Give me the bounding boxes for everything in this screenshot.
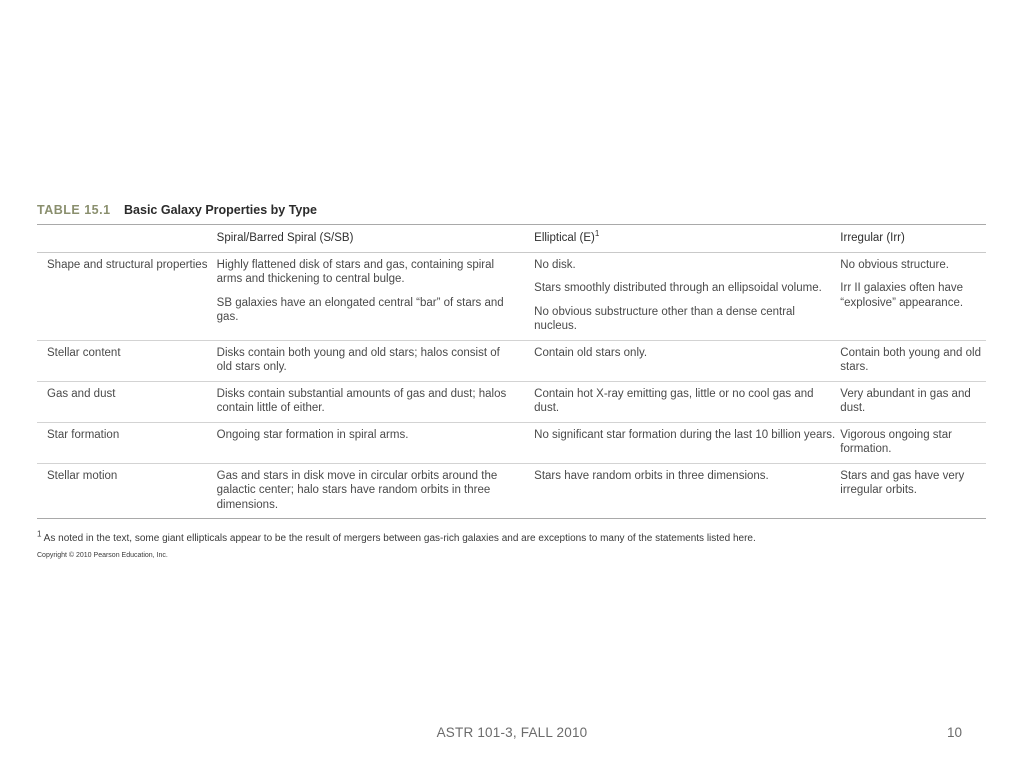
cell-elliptical-text: No obvious substructure other than a dense central nucleus. xyxy=(534,305,795,332)
galaxy-properties-table xyxy=(37,224,986,519)
slide-number: 10 xyxy=(946,725,962,740)
table-row xyxy=(37,381,986,422)
footnote-mark: 1 xyxy=(37,529,42,539)
header-footnote-mark: 1 xyxy=(594,229,600,239)
table-row xyxy=(37,252,986,340)
row-property-label: Star formation xyxy=(37,422,217,463)
cell-irregular xyxy=(840,340,986,381)
cell-irregular-text: Vigorous ongoing star formation. xyxy=(840,428,952,455)
cell-spiral xyxy=(217,381,535,422)
cell-spiral xyxy=(217,422,535,463)
row-property-label: Gas and dust xyxy=(37,381,217,422)
table-body xyxy=(37,252,986,519)
table-row xyxy=(37,463,986,519)
header-elliptical-text: Elliptical (E) xyxy=(534,232,595,244)
footnote-text: As noted in the text, some giant ellipticals appear to be the result of mergers between gas-rich galaxies and are exceptions to many of the statements listed here. xyxy=(41,533,756,544)
footnote xyxy=(37,529,756,544)
cell-elliptical-text: Contain hot X-ray emitting gas, little or no cool gas and dust. xyxy=(534,387,814,414)
cell-spiral-text: Highly flattened disk of stars and gas, containing spiral arms and thickening to central bulge. xyxy=(216,258,495,285)
table-caption: Basic Galaxy Properties by Type xyxy=(124,203,317,217)
copyright-notice: Copyright © 2010 Pearson Education, Inc. xyxy=(37,552,168,559)
cell-elliptical-text: Stars have random orbits in three dimensions. xyxy=(534,469,769,482)
cell-elliptical xyxy=(534,340,840,381)
cell-spiral xyxy=(217,463,535,519)
cell-spiral-text: Gas and stars in disk move in circular orbits around the galactic center; halo stars have random orbits in three dimensions. xyxy=(216,469,498,511)
cell-spiral-text: SB galaxies have an elongated central “bar” of stars and gas. xyxy=(216,296,504,323)
cell-irregular-text: Stars and gas have very irregular orbits. xyxy=(840,469,965,496)
cell-elliptical xyxy=(534,422,840,463)
header-irregular: Irregular (Irr) xyxy=(840,225,986,253)
slide-footer: ASTR 101-3, FALL 2010 xyxy=(436,725,588,740)
cell-spiral xyxy=(217,252,535,340)
cell-spiral-text: Disks contain substantial amounts of gas and dust; halos contain little of either. xyxy=(216,387,507,414)
cell-irregular-text: No obvious structure. xyxy=(840,258,949,271)
table-header-row xyxy=(37,225,986,253)
table-row xyxy=(37,422,986,463)
cell-elliptical-text: No significant star formation during the last 10 billion years. xyxy=(534,428,836,441)
cell-spiral-text: Ongoing star formation in spiral arms. xyxy=(216,428,409,441)
header-spiral: Spiral/Barred Spiral (S/SB) xyxy=(217,225,535,253)
cell-irregular-text: Irr II galaxies often have “explosive” appearance. xyxy=(840,282,964,309)
cell-spiral xyxy=(217,340,535,381)
cell-irregular xyxy=(840,252,986,340)
cell-elliptical-text: No disk. xyxy=(534,258,576,271)
cell-irregular-text: Contain both young and old stars. xyxy=(840,346,981,373)
cell-irregular xyxy=(840,381,986,422)
header-property xyxy=(37,225,217,253)
cell-elliptical xyxy=(534,463,840,519)
cell-irregular-text: Very abundant in gas and dust. xyxy=(840,387,971,414)
table-title xyxy=(37,203,317,217)
row-property-label: Stellar motion xyxy=(47,469,118,482)
header-elliptical xyxy=(534,225,840,253)
row-property-label: Stellar content xyxy=(37,340,217,381)
cell-elliptical-text: Stars smoothly distributed through an ellipsoidal volume. xyxy=(534,282,822,294)
cell-elliptical xyxy=(534,381,840,422)
table-row xyxy=(37,340,986,381)
cell-irregular xyxy=(840,422,986,463)
cell-spiral-text: Disks contain both young and old stars; halos consist of old stars only. xyxy=(216,346,500,373)
table-number: TABLE 15.1 xyxy=(37,203,111,217)
cell-elliptical-text: Contain old stars only. xyxy=(534,346,648,359)
cell-elliptical xyxy=(534,252,840,340)
cell-irregular xyxy=(840,463,986,519)
row-property-label: Shape and structural properties xyxy=(37,252,217,340)
